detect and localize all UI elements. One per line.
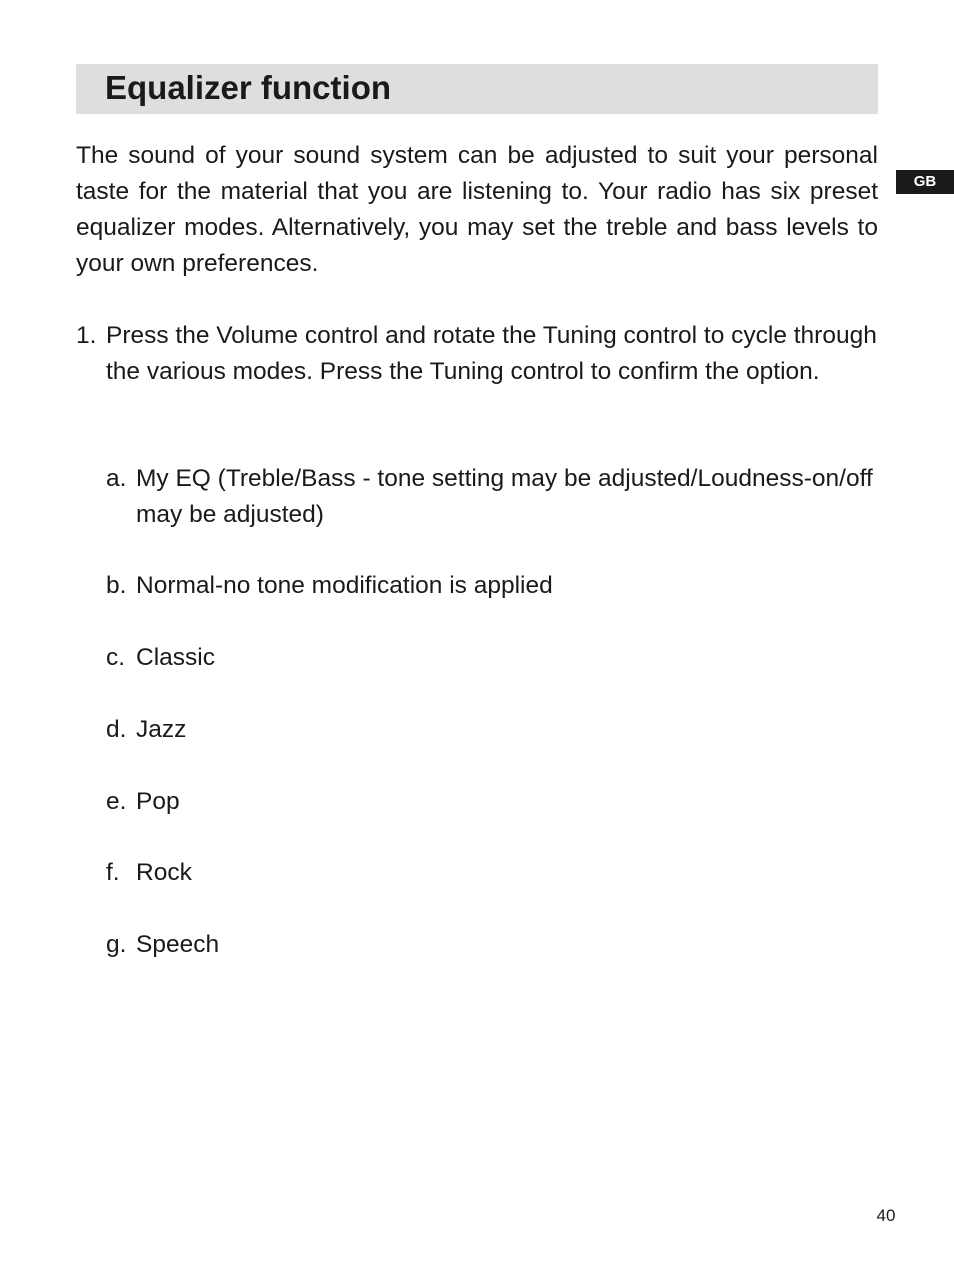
mode-item-speech <box>106 927 878 963</box>
page-title: Equalizer function <box>105 69 392 106</box>
mode-text: Jazz <box>136 716 187 743</box>
step-number: 1. <box>76 322 97 349</box>
mode-letter: d. <box>106 716 127 743</box>
page-number: 40 <box>876 1206 896 1225</box>
mode-text: Rock <box>136 859 192 886</box>
mode-text: Classic <box>136 644 215 671</box>
mode-letter: f. <box>106 859 120 886</box>
section-title-bar <box>76 64 878 114</box>
mode-letter: g. <box>106 931 127 958</box>
mode-item-pop <box>106 784 878 820</box>
intro-paragraph: The sound of your sound system can be adjusted to suit your personal taste for the material that you are listening to. Your radio has six preset equalizer modes. Alternatively, you may set the treble and bass levels to your own preferences. <box>76 142 878 277</box>
mode-text: Pop <box>136 788 180 815</box>
mode-letter: a. <box>106 465 127 492</box>
step-1 <box>76 318 878 390</box>
mode-item-my-eq <box>106 461 878 533</box>
mode-letter: b. <box>106 572 127 599</box>
mode-item-rock <box>106 855 878 891</box>
mode-item-jazz <box>106 712 878 748</box>
mode-text: My EQ (Treble/Bass - tone setting may be adjusted/Loudness-on/off may be adjusted) <box>136 465 873 528</box>
mode-item-normal <box>106 568 878 604</box>
mode-text: Speech <box>136 931 220 958</box>
mode-letter: e. <box>106 788 127 815</box>
mode-letter: c. <box>106 644 126 671</box>
step-text: Press the Volume control and rotate the Tuning control to cycle through the various modes. Press the Tuning control to confirm the option. <box>106 322 877 385</box>
mode-item-classic <box>106 640 878 676</box>
language-tab: GB <box>896 170 954 194</box>
mode-text: Normal-no tone modification is applied <box>136 572 553 599</box>
